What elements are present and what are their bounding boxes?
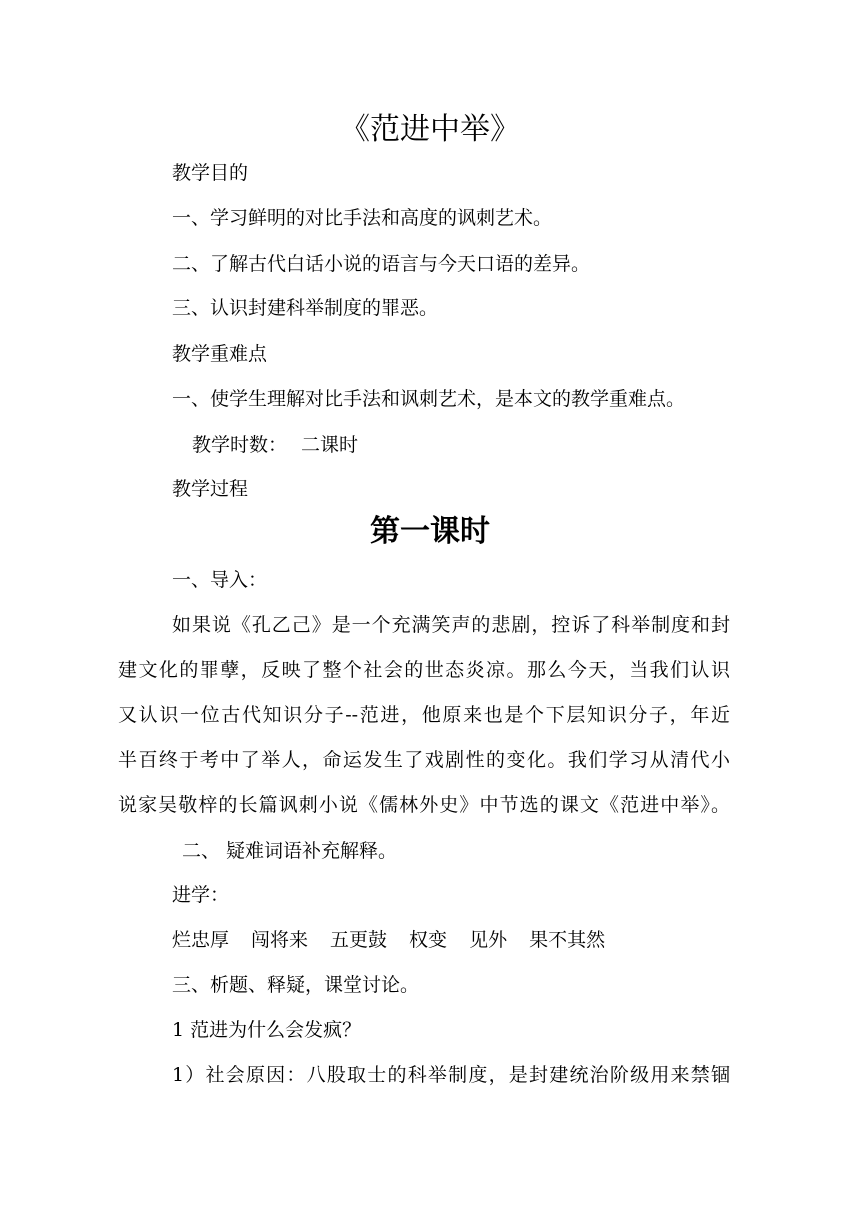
hours-value: 二课时 bbox=[301, 434, 359, 456]
intro-line-1: 如果说《孔乙己》是一个充满笑声的悲剧，控诉了科举制度和封 bbox=[172, 614, 730, 636]
vocab-item: 见外 bbox=[469, 929, 508, 951]
vocab-item: 烂忠厚 bbox=[172, 929, 230, 951]
process-heading: 教学过程 bbox=[172, 478, 249, 500]
intro-line-4: 半百终于考中了举人，命运发生了戏剧性的变化。我们学习从清代小 bbox=[118, 749, 730, 771]
section2-heading: 二、 疑难词语补充解释。 bbox=[182, 840, 398, 862]
vocab-item: 闯将来 bbox=[251, 929, 309, 951]
objective-1: 一、学习鲜明的对比手法和高度的讽刺艺术。 bbox=[172, 207, 553, 229]
vocab-list bbox=[172, 928, 627, 952]
objective-2: 二、了解古代白话小说的语言与今天口语的差异。 bbox=[172, 253, 591, 275]
key-point-1: 一、使学生理解对比手法和讽刺艺术，是本文的教学重难点。 bbox=[172, 388, 686, 410]
teaching-hours bbox=[192, 433, 358, 457]
key-points-heading: 教学重难点 bbox=[172, 343, 268, 365]
jinxue-label: 进学： bbox=[172, 884, 230, 906]
document-title: 《范进中举》 bbox=[340, 112, 520, 147]
vocab-item: 权变 bbox=[409, 929, 448, 951]
section3-heading: 三、析题、释疑，课堂讨论。 bbox=[172, 974, 420, 996]
intro-heading: 一、导入： bbox=[172, 569, 268, 591]
hours-label: 教学时数： bbox=[192, 434, 288, 456]
intro-line-5: 说家吴敬梓的长篇讽刺小说《儒林外史》中节选的课文《范进中举》。 bbox=[118, 794, 730, 816]
question-1-reason-1: 1）社会原因：八股取士的科举制度，是封建统治阶级用来禁锢 bbox=[172, 1064, 730, 1086]
objective-3: 三、认识封建科举制度的罪恶。 bbox=[172, 297, 439, 319]
vocab-item: 五更鼓 bbox=[330, 929, 388, 951]
objectives-heading: 教学目的 bbox=[172, 162, 249, 184]
intro-line-2: 建文化的罪孽，反映了整个社会的世态炎凉。那么今天，当我们认识 bbox=[118, 659, 730, 681]
intro-line-3: 又认识一位古代知识分子--范进，他原来也是个下层知识分子，年近 bbox=[118, 704, 730, 726]
vocab-item: 果不其然 bbox=[529, 929, 606, 951]
question-1: 1 范进为什么会发疯？ bbox=[172, 1019, 362, 1041]
lesson-heading: 第一课时 bbox=[370, 514, 490, 549]
